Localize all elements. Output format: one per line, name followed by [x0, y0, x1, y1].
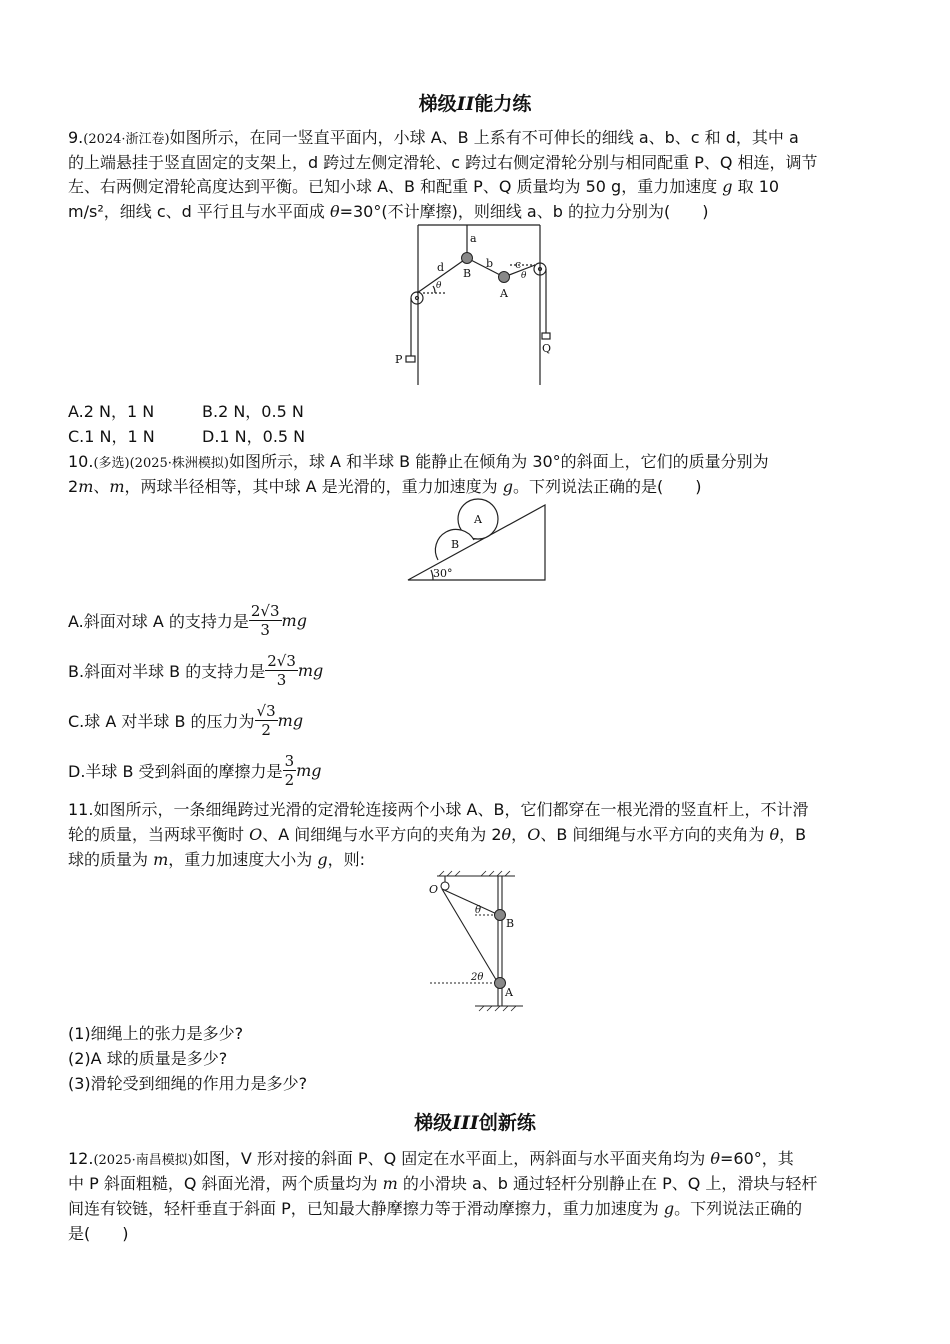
svg-text:a: a [470, 232, 477, 245]
svg-text:O: O [429, 883, 439, 896]
q9-option-c[interactable]: C.1 N，1 N [68, 427, 155, 446]
q11-line2: 轮的质量，当两球平衡时 O、A 间细绳与水平方向的夹角为 2θ，O、B 间细绳与水平方向的夹角为 θ，B [68, 825, 807, 844]
q10-line1: 10.(多选)(2025·株洲模拟)如图所示，球 A 和半球 B 能静止在倾角为 30°的斜面上，它们的质量分别为 [68, 452, 769, 471]
q11-line1: 11.如图所示，一条细绳跨过光滑的定滑轮连接两个小球 A、B，它们都穿在一根光滑的竖直杆上，不计滑 [68, 800, 809, 819]
q10-figure [405, 495, 550, 585]
q10-line2: 2m、m，两球半径相等，其中球 A 是光滑的，重力加速度为 g。下列说法正确的是( ) [68, 477, 702, 496]
svg-text:Q: Q [542, 342, 552, 355]
svg-text:θ: θ [436, 281, 442, 291]
q9-figure [385, 220, 560, 388]
q9-line1: 9.(2024·浙江卷)如图所示，在同一竖直平面内，小球 A、B 上系有不可伸长的细线 a、b、c 和 d，其中 a [68, 128, 799, 147]
q11-figure [425, 868, 525, 1013]
q10-option-d[interactable]: D.半球 B 受到斜面的摩擦力是 $\frac{3}{2}$ mg [68, 751, 322, 789]
q9-line4: m/s²，细线 c、d 平行且与水平面成 θ=30°(不计摩擦)，则细线 a、b 的拉力分别为( ) [68, 202, 709, 221]
ball-a [495, 978, 506, 989]
svg-text:d: d [437, 261, 445, 274]
svg-text:b: b [486, 257, 494, 270]
q12-line3: 间连有铰链，轻杆垂直于斜面 P，已知最大静摩擦力等于滑动摩擦力，重力加速度为 g。下列说法正确的 [68, 1199, 803, 1218]
ball-b [495, 910, 506, 921]
ball-a [499, 272, 510, 283]
q10-option-b[interactable]: B.斜面对半球 B 的支持力是 $\frac{2√3}{3}$ mg [68, 651, 324, 689]
svg-text:B: B [463, 267, 472, 280]
svg-text:P: P [395, 353, 403, 366]
ball-b [462, 253, 473, 264]
q11-sub3: (3)滑轮受到细绳的作用力是多少? [68, 1074, 308, 1093]
q10-option-c[interactable]: C.球 A 对半球 B 的压力为 $\frac{√3}{2}$ mg [68, 701, 304, 739]
svg-text:c: c [515, 258, 522, 271]
svg-text:B: B [506, 917, 515, 930]
svg-text:B: B [451, 538, 460, 551]
q9-option-d[interactable]: D.1 N，0.5 N [202, 427, 306, 446]
svg-text:30°: 30° [433, 567, 453, 580]
q12-line2: 中 P 斜面粗糙，Q 斜面光滑，两个质量均为 m 的小滑块 a、b 通过轻杆分别静止在 P、Q 上，滑块与轻杆 [68, 1174, 818, 1193]
section-heading-3: 梯级III创新练 [414, 1112, 536, 1134]
svg-text:2θ: 2θ [471, 972, 484, 983]
section-heading-2: 梯级II能力练 [418, 93, 532, 115]
svg-text:A: A [474, 513, 482, 526]
q11-line3: 球的质量为 m，重力加速度大小为 g，则: [68, 850, 366, 869]
q9-option-a[interactable]: A.2 N，1 N [68, 402, 155, 421]
svg-text:θ: θ [475, 905, 482, 916]
q11-sub2: (2)A 球的质量是多少? [68, 1049, 228, 1068]
q9-line3: 左、右两侧定滑轮高度达到平衡。已知小球 A、B 和配重 P、Q 质量均为 50 g，重力加速度 g 取 10 [68, 177, 780, 196]
svg-text:A: A [500, 287, 508, 300]
svg-text:θ: θ [521, 271, 527, 281]
svg-text:A: A [505, 986, 513, 999]
q10-option-a[interactable]: A.斜面对球 A 的支持力是 $\frac{2√3}{3}$ mg [68, 601, 307, 639]
q12-line4: 是( ) [68, 1224, 129, 1243]
q9-option-b[interactable]: B.2 N，0.5 N [202, 402, 304, 421]
q12-line1: 12.(2025·南昌模拟)如图，V 形对接的斜面 P、Q 固定在水平面上，两斜面与水平面夹角均为 θ=60°，其 [68, 1149, 794, 1168]
q11-sub1: (1)细绳上的张力是多少? [68, 1024, 244, 1043]
q9-line2: 的上端悬挂于竖直固定的支架上，d 跨过左侧定滑轮、c 跨过右侧定滑轮分别与相同配重 P、Q 相连，调节 [68, 153, 818, 172]
